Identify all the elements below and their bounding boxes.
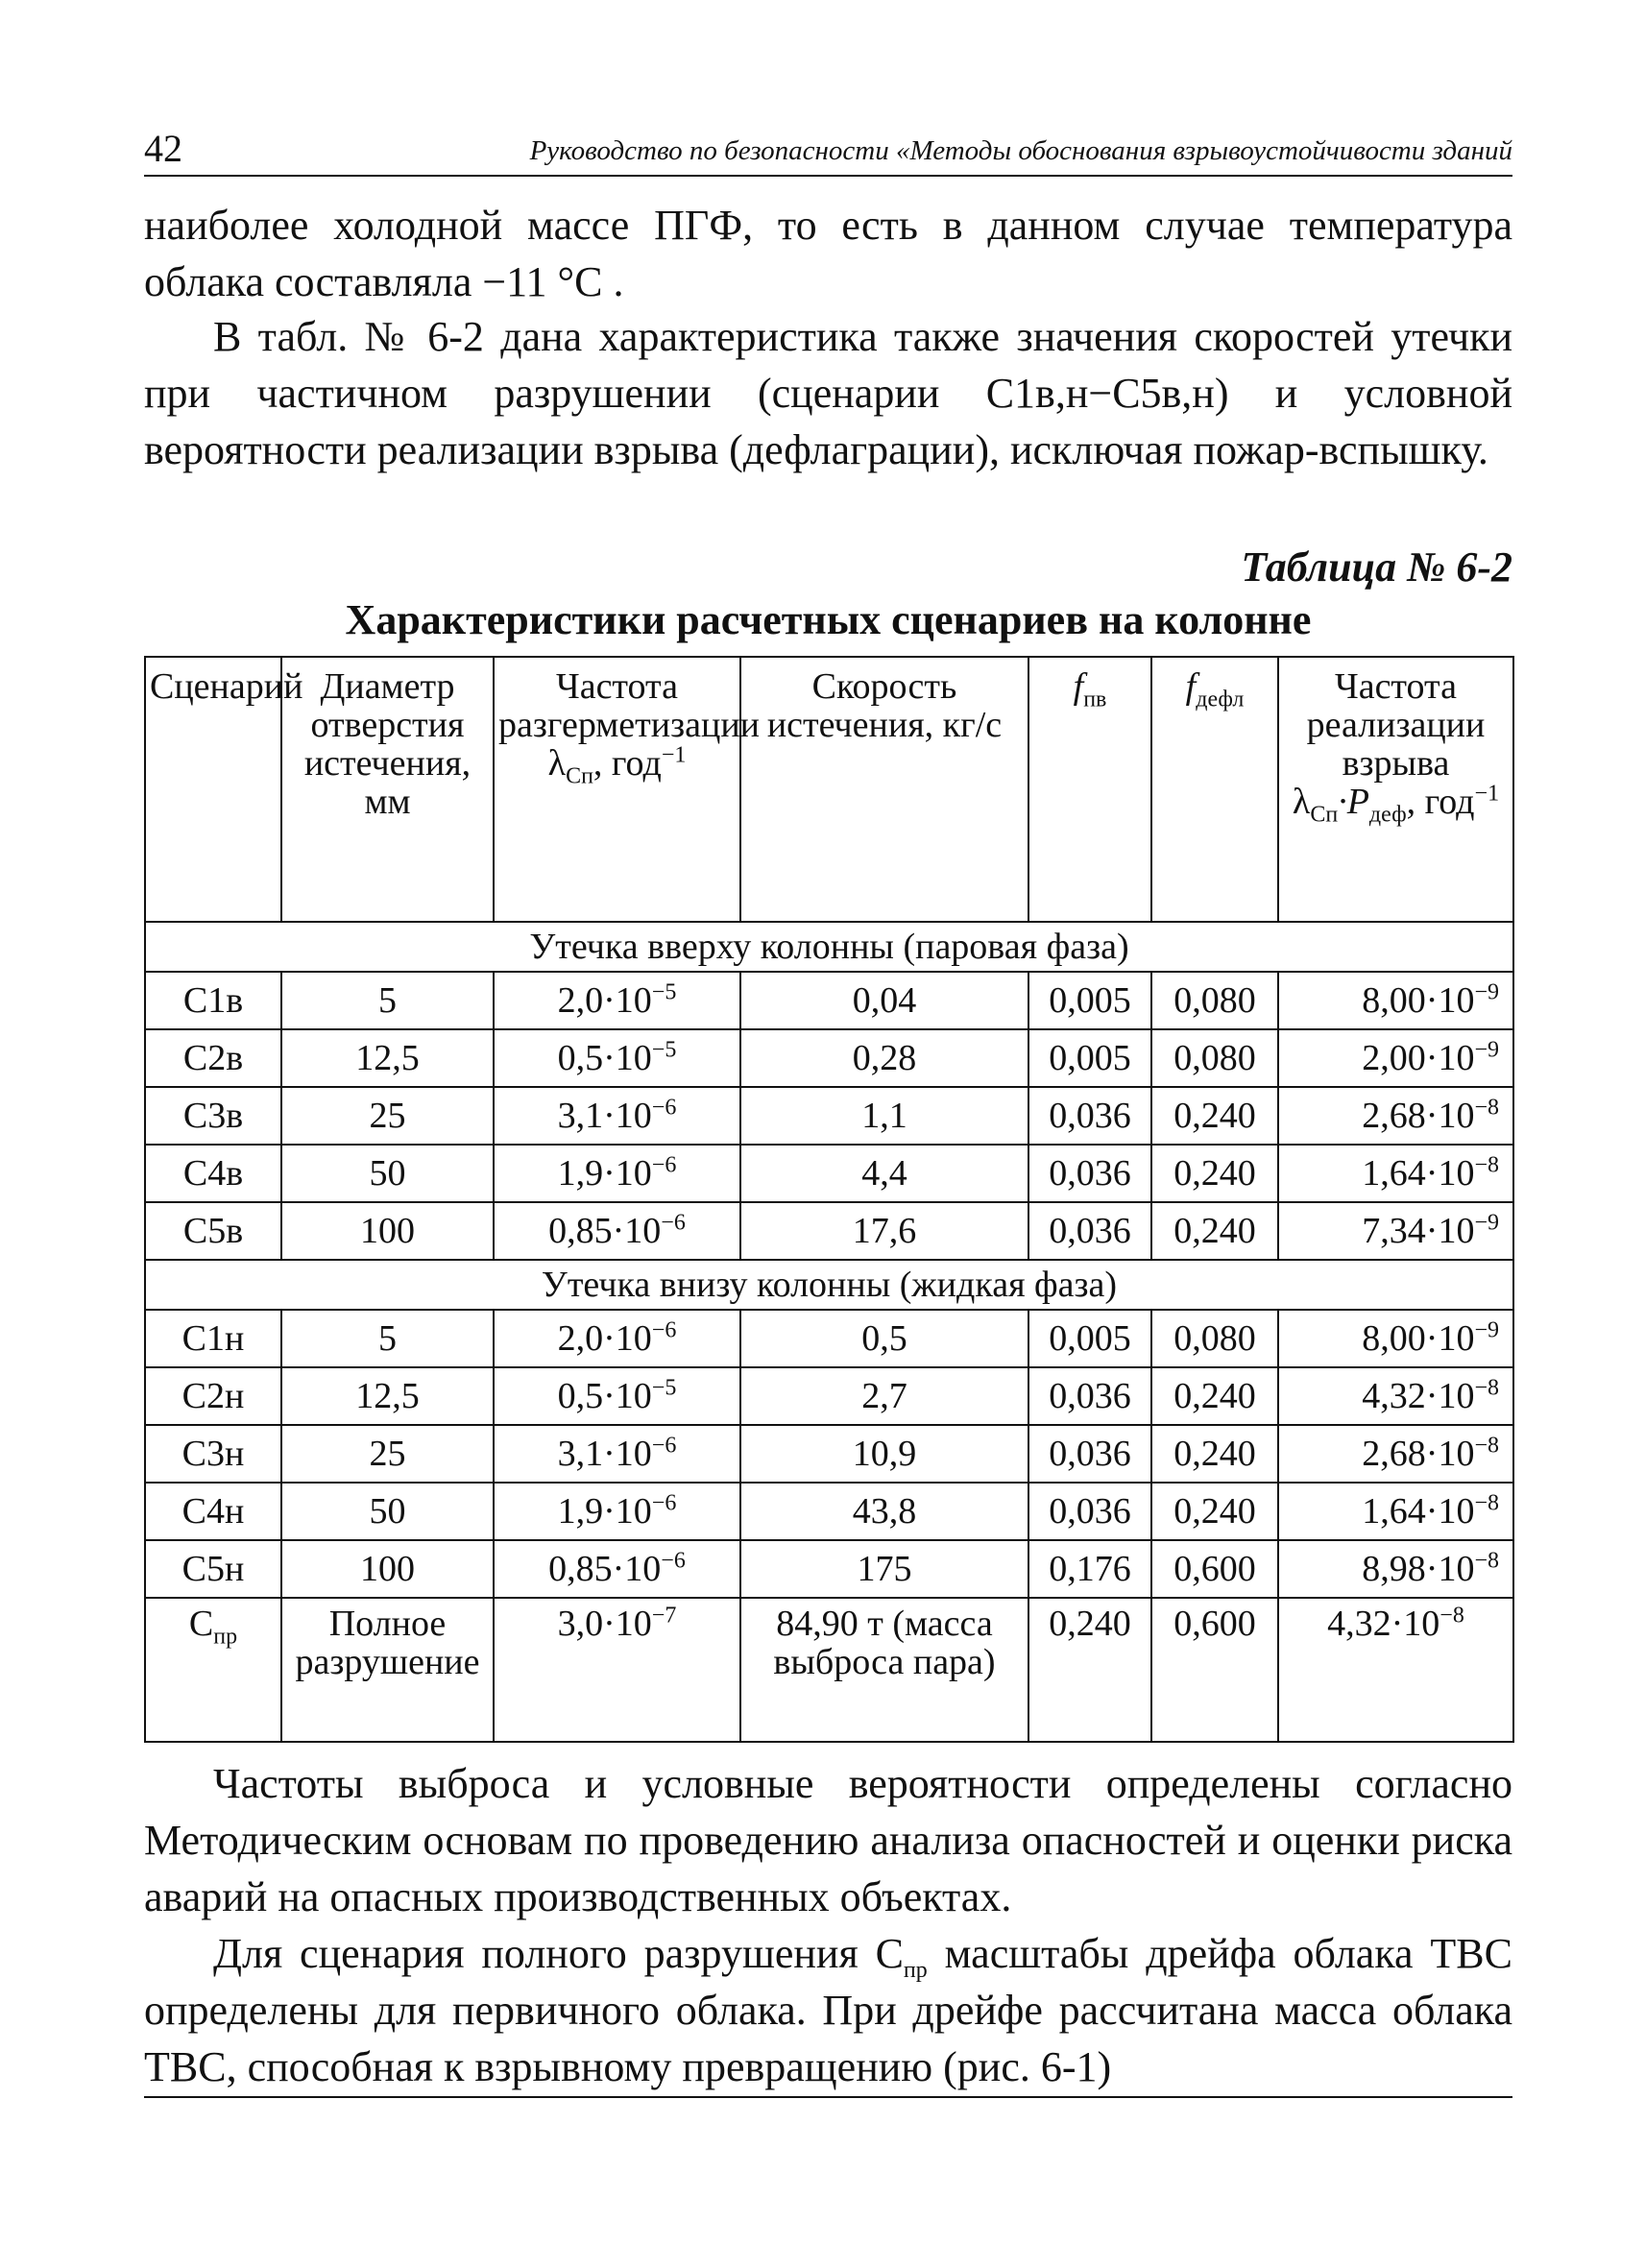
cell-frequency: $0,5\cdot 10^{-5}$ <box>494 1029 740 1087</box>
cell-scenario: С4в <box>145 1145 281 1202</box>
cell-scenario: С1в <box>145 972 281 1029</box>
cell-realization: $4,32\cdot 10^{-8}$ <box>1278 1367 1513 1425</box>
cell-scenario: С2в <box>145 1029 281 1087</box>
cell-frequency: $0,5\cdot 10^{-5}$ <box>494 1367 740 1425</box>
cell-frequency: $0,85\cdot 10^{-6}$ <box>494 1540 740 1598</box>
cell-f-defl: 0,240 <box>1151 1425 1278 1483</box>
cell-f-defl: 0,240 <box>1151 1087 1278 1145</box>
table-row <box>145 1202 1513 1260</box>
cell-f-defl: 0,600 <box>1151 1598 1278 1742</box>
paragraph-1: наиболее холодной массе ПГФ, то есть в данном случае температура облака составляла −11 °С . <box>144 202 1512 305</box>
cell-speed: 0,04 <box>740 972 1028 1029</box>
cell-scenario: С5в <box>145 1202 281 1260</box>
cell-scenario: С2н <box>145 1367 281 1425</box>
cell-frequency: $3,1\cdot 10^{-6}$ <box>494 1087 740 1145</box>
table-title: Характеристики расчетных сценариев на колонне <box>345 596 1312 643</box>
cell-speed: 0,28 <box>740 1029 1028 1087</box>
cell-diameter: 50 <box>281 1483 494 1540</box>
cell-diameter: 5 <box>281 1310 494 1367</box>
cell-scenario: С3в <box>145 1087 281 1145</box>
cell-realization: $2,00\cdot 10^{-9}$ <box>1278 1029 1513 1087</box>
paragraph-2: В табл. № 6-2 дана характеристика также значения скоростей утечки при частичном разрушении (сценарии С1в,н−С5в,н) и условной вероятности реализации взрыва (дефлаграции), исключая пожар-вспышку. <box>144 313 1512 473</box>
cell-scenario: С5н <box>145 1540 281 1598</box>
cell-f-defl: 0,600 <box>1151 1540 1278 1598</box>
table-header-row <box>145 657 1513 922</box>
running-title: Руководство по безопасности «Методы обоснования взрывоустойчивости зданий <box>529 135 1512 166</box>
cell-realization: $4,32\cdot 10^{-8}$ <box>1278 1598 1513 1742</box>
group-row-upper <box>145 922 1513 972</box>
group-label-lower: Утечка внизу колонны (жидкая фаза) <box>145 1260 1513 1310</box>
page-header <box>144 125 1512 177</box>
cell-f-pv: 0,005 <box>1028 972 1151 1029</box>
cell-f-defl: 0,240 <box>1151 1367 1278 1425</box>
cell-diameter: 100 <box>281 1202 494 1260</box>
cell-frequency: $1,9\cdot 10^{-6}$ <box>494 1483 740 1540</box>
cell-f-defl: 0,080 <box>1151 1029 1278 1087</box>
cell-scenario: С4н <box>145 1483 281 1540</box>
header-realization: Частота реализации взрыва $\lambda_{Cп}\cdot P_{деф}$, год$^{-1}$ <box>1278 657 1513 922</box>
paragraph-3: Частоты выброса и условные вероятности определены согласно Методическим основам по проведению анализа опасностей и оценки риска аварий на опасных производственных объектах. <box>144 1760 1512 1920</box>
scenario-table <box>144 656 1514 1743</box>
cell-frequency: $1,9\cdot 10^{-6}$ <box>494 1145 740 1202</box>
table-row-full-rupture <box>145 1598 1513 1742</box>
cell-realization: $8,98\cdot 10^{-8}$ <box>1278 1540 1513 1598</box>
cell-frequency: $2,0\cdot 10^{-6}$ <box>494 1310 740 1367</box>
header-frequency: Частота разгерметизации $\lambda_{Cп}$, год$^{-1}$ <box>494 657 740 922</box>
table-row <box>145 1087 1513 1145</box>
cell-speed: 84,90 т (масса выброса пара) <box>740 1598 1028 1742</box>
cell-diameter: 25 <box>281 1425 494 1483</box>
cell-f-defl: 0,240 <box>1151 1145 1278 1202</box>
cell-diameter: 12,5 <box>281 1029 494 1087</box>
table-row <box>145 1310 1513 1367</box>
cell-speed: 175 <box>740 1540 1028 1598</box>
cell-f-pv: 0,240 <box>1028 1598 1151 1742</box>
header-diameter: Диаметр отверстия истечения, мм <box>281 657 494 922</box>
cell-realization: $1,64\cdot 10^{-8}$ <box>1278 1483 1513 1540</box>
table-row <box>145 972 1513 1029</box>
cell-diameter: 100 <box>281 1540 494 1598</box>
page-number: 42 <box>144 127 182 170</box>
cell-realization: $2,68\cdot 10^{-8}$ <box>1278 1087 1513 1145</box>
cell-diameter: 25 <box>281 1087 494 1145</box>
cell-f-pv: 0,036 <box>1028 1145 1151 1202</box>
cell-diameter: Полное разрушение <box>281 1598 494 1742</box>
header-f-defl: $f_{дефл}$ <box>1151 657 1278 922</box>
header-speed: Скорость истечения, кг/с <box>740 657 1028 922</box>
cell-scenario: $С_{пр}$ <box>145 1598 281 1742</box>
paragraph-4: Для сценария полного разрушения $С_{пр}$ масштабы дрейфа облака ТВС определены для первичного облака. При дрейфе рассчитана масса облака ТВС, способная к взрывному превращению (рис. 6-1) <box>144 1930 1512 2090</box>
cell-realization: $8,00\cdot 10^{-9}$ <box>1278 972 1513 1029</box>
cell-f-pv: 0,036 <box>1028 1483 1151 1540</box>
cell-f-pv: 0,005 <box>1028 1310 1151 1367</box>
cell-realization: $7,34\cdot 10^{-9}$ <box>1278 1202 1513 1260</box>
cell-scenario: С3н <box>145 1425 281 1483</box>
cell-f-defl: 0,240 <box>1151 1483 1278 1540</box>
cell-speed: 1,1 <box>740 1087 1028 1145</box>
table-label: Таблица № 6-2 <box>1241 543 1512 591</box>
cell-f-defl: 0,080 <box>1151 972 1278 1029</box>
table-row <box>145 1145 1513 1202</box>
table-row <box>145 1425 1513 1483</box>
cell-f-pv: 0,005 <box>1028 1029 1151 1087</box>
cell-f-pv: 0,036 <box>1028 1425 1151 1483</box>
footer-rule <box>144 2096 1512 2098</box>
cell-f-pv: 0,036 <box>1028 1202 1151 1260</box>
cell-speed: 2,7 <box>740 1367 1028 1425</box>
cell-speed: 0,5 <box>740 1310 1028 1367</box>
cell-realization: $2,68\cdot 10^{-8}$ <box>1278 1425 1513 1483</box>
group-row-lower <box>145 1260 1513 1310</box>
cell-realization: $1,64\cdot 10^{-8}$ <box>1278 1145 1513 1202</box>
cell-scenario: С1н <box>145 1310 281 1367</box>
cell-f-pv: 0,036 <box>1028 1367 1151 1425</box>
table-row <box>145 1029 1513 1087</box>
group-label-upper: Утечка вверху колонны (паровая фаза) <box>145 922 1513 972</box>
cell-diameter: 50 <box>281 1145 494 1202</box>
cell-diameter: 12,5 <box>281 1367 494 1425</box>
cell-speed: 17,6 <box>740 1202 1028 1260</box>
table-row <box>145 1367 1513 1425</box>
cell-diameter: 5 <box>281 972 494 1029</box>
header-f-pv: $f_{пв}$ <box>1028 657 1151 922</box>
cell-f-pv: 0,176 <box>1028 1540 1151 1598</box>
table-row <box>145 1483 1513 1540</box>
header-scenario: Сценарий <box>145 657 281 922</box>
cell-f-defl: 0,080 <box>1151 1310 1278 1367</box>
cell-speed: 4,4 <box>740 1145 1028 1202</box>
cell-speed: 10,9 <box>740 1425 1028 1483</box>
cell-frequency: $0,85\cdot 10^{-6}$ <box>494 1202 740 1260</box>
cell-realization: $8,00\cdot 10^{-9}$ <box>1278 1310 1513 1367</box>
cell-frequency: $2,0\cdot 10^{-5}$ <box>494 972 740 1029</box>
cell-f-pv: 0,036 <box>1028 1087 1151 1145</box>
cell-frequency: $3,0\cdot 10^{-7}$ <box>494 1598 740 1742</box>
cell-speed: 43,8 <box>740 1483 1028 1540</box>
table-row <box>145 1540 1513 1598</box>
cell-frequency: $3,1\cdot 10^{-6}$ <box>494 1425 740 1483</box>
cell-f-defl: 0,240 <box>1151 1202 1278 1260</box>
